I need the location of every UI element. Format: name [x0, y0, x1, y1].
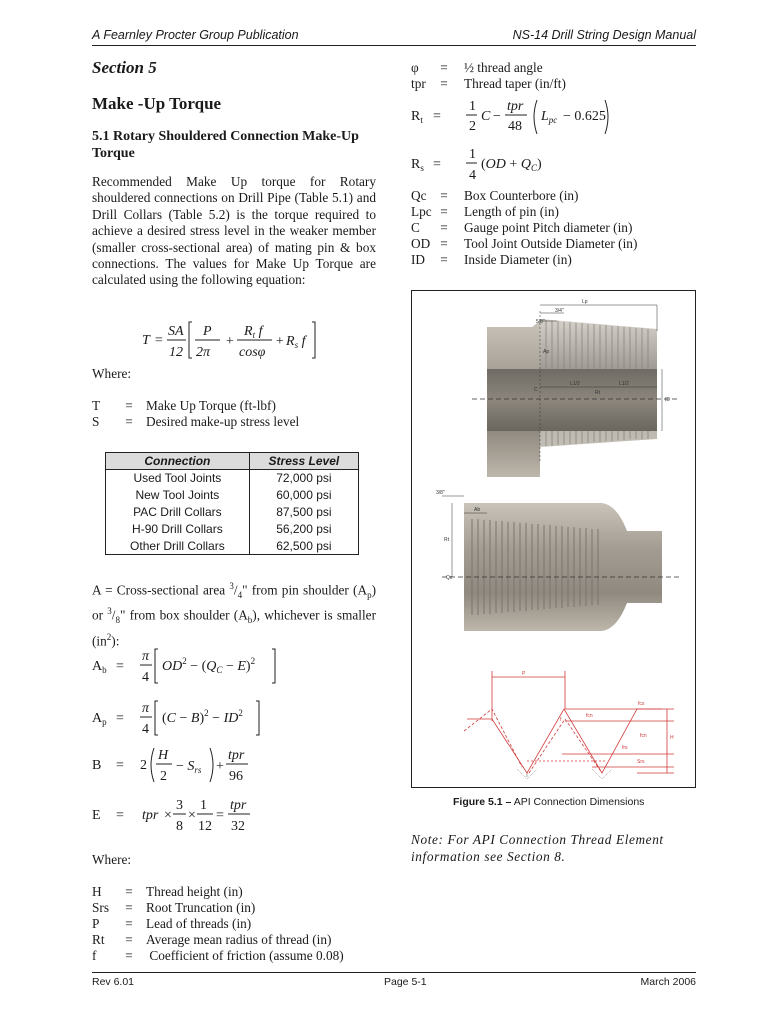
def-symbol: ID	[411, 252, 426, 267]
header-manual-title: NS-14 Drill String Design Manual	[512, 28, 696, 42]
figure-caption-text: API Connection Dimensions	[511, 796, 645, 808]
svg-text:=: =	[116, 659, 124, 674]
def-equals: =	[125, 398, 133, 413]
svg-text:− 0.625: − 0.625	[563, 109, 606, 124]
note-section-8: Note: For API Connection Thread Element information see Section 8.	[411, 832, 664, 864]
table-cell: 72,000 psi	[249, 470, 358, 487]
table-cell: 60,000 psi	[249, 487, 358, 504]
def-row-tpr	[411, 76, 566, 92]
def-text: Root Truncation (in)	[146, 900, 256, 915]
def-equals: =	[125, 932, 133, 947]
fig-label-qc: Qc	[446, 575, 453, 581]
column-header-stress-level: Stress Level	[249, 453, 358, 470]
def-row-phi	[411, 60, 543, 76]
def-symbol: f	[92, 948, 97, 963]
def-row-f	[92, 948, 344, 964]
def-symbol: OD	[411, 236, 431, 251]
def-equals: =	[440, 236, 448, 251]
figure-drawing	[412, 291, 695, 787]
def-text: Desired make-up stress level	[146, 414, 300, 429]
torque-equation	[140, 318, 320, 362]
fig-label-rt2: Rt	[444, 537, 449, 543]
svg-text:cosφ: cosφ	[239, 345, 266, 360]
fig-label-c: C	[534, 387, 538, 393]
def-text: Length of pin (in)	[464, 204, 559, 219]
svg-text:tpr: tpr	[142, 808, 159, 823]
svg-text:(OD + QC): $(OD + Q_C)$	[481, 157, 542, 173]
def-text: Lead of threads (in)	[146, 916, 252, 931]
svg-text:E: E	[92, 808, 101, 823]
fig-label-srs: Srs	[637, 759, 645, 765]
def-equals: =	[125, 900, 133, 915]
svg-text:Ab: $A_b$	[92, 659, 107, 675]
def-symbol: T	[92, 398, 101, 413]
figure-caption	[453, 796, 644, 808]
footer-date: March 2006	[640, 976, 696, 988]
table-row	[106, 470, 359, 487]
area-text-c: ) or	[92, 582, 376, 623]
table-cell: New Tool Joints	[106, 487, 250, 504]
area-text-f: ):	[111, 633, 120, 649]
fig-label-id: ID	[665, 397, 670, 403]
b-equation	[92, 744, 292, 786]
footer-revision: Rev 6.01	[92, 976, 135, 988]
table-cell: 62,500 psi	[249, 538, 358, 555]
box-connection-drawing	[442, 496, 682, 631]
figure-caption-number: Figure 5.1 –	[453, 796, 512, 808]
svg-text:96: 96	[229, 769, 243, 784]
svg-text:12: 12	[198, 819, 212, 834]
def-text: Inside Diameter (in)	[464, 252, 572, 267]
e-equation	[92, 794, 292, 836]
table-row	[106, 504, 359, 521]
def-symbol: S	[92, 414, 100, 429]
def-text: Tool Joint Outside Diameter (in)	[464, 236, 638, 251]
svg-text:4: 4	[469, 168, 476, 183]
table-cell: Used Tool Joints	[106, 470, 250, 487]
figure-api-connection	[411, 290, 696, 788]
def-equals: =	[125, 884, 133, 899]
area-paragraph: A = Cross-sectional area $^3/_4$" from pin shoulder $(A_p)$ or $^3/_8$" from box shoulder $(A_b)$, whichever is smaller $(in^2)$:	[92, 581, 376, 649]
footer-page-number: Page 5-1	[384, 976, 427, 988]
def-text: Coefficient of friction (assume 0.08)	[146, 948, 344, 963]
area-text-b: from pin shoulder (A	[247, 582, 368, 598]
table-cell: H-90 Drill Collars	[106, 521, 250, 538]
svg-text:π: π	[142, 649, 150, 664]
table-row	[106, 538, 359, 555]
def-text: ½ thread angle	[464, 60, 543, 75]
svg-text:B: B	[92, 758, 102, 773]
svg-text:tpr: tpr	[228, 748, 245, 763]
table-cell: 56,200 psi	[249, 521, 358, 538]
subsection-title: 5.1 Rotary Shouldered Connection Make-Up Torque	[92, 129, 359, 161]
svg-text:+: +	[216, 759, 224, 774]
fig-label-frs: frs	[622, 745, 628, 751]
fig-label-dim58: 5/8"	[536, 319, 545, 325]
fig-label-lt2b: L1/2	[619, 381, 629, 387]
def-symbol: H	[92, 884, 102, 899]
table-cell: PAC Drill Collars	[106, 504, 250, 521]
def-symbol: Srs	[92, 900, 109, 915]
svg-text:2: 2	[140, 758, 147, 773]
def-symbol: φ	[411, 60, 419, 75]
def-equals: =	[440, 220, 448, 235]
def-row-p	[92, 916, 251, 932]
def-symbol: Qc	[411, 188, 427, 203]
svg-text:SA: SA	[168, 324, 184, 339]
torque-equation-graphic	[140, 318, 320, 362]
table-row	[106, 521, 359, 538]
svg-text:1: 1	[469, 99, 476, 114]
svg-text:−: −	[493, 109, 501, 124]
def-symbol: Rt	[92, 932, 105, 947]
where-label-2: Where:	[92, 852, 132, 867]
svg-text:48: 48	[508, 119, 522, 134]
fig-label-ab: Ab	[474, 507, 481, 513]
def-text: Thread taper (in/ft)	[464, 76, 566, 91]
svg-text:=: =	[116, 808, 124, 823]
svg-text:T: T	[142, 333, 150, 348]
table-header-row	[106, 453, 359, 470]
left-column	[92, 58, 376, 289]
svg-text:32: 32	[231, 819, 245, 834]
svg-text:tpr: tpr	[507, 99, 524, 114]
def-symbol: Lpc	[411, 204, 432, 219]
ap-equation	[92, 698, 292, 738]
svg-text:OD2 − (QC − E)2: $OD^2 - (Q_C - E)^2$	[162, 656, 256, 675]
svg-text:Rt: $R_t$	[411, 109, 423, 125]
fig-label-lt2a: L1/2	[570, 381, 580, 387]
def-row-c	[411, 220, 632, 236]
area-text-a: A = Cross-sectional area	[92, 582, 230, 598]
def-row-srs	[92, 900, 255, 916]
svg-text:C: C	[481, 109, 491, 124]
def-symbol: C	[411, 220, 420, 235]
svg-text:3: 3	[176, 798, 183, 813]
svg-text:1: 1	[469, 147, 476, 162]
svg-text:2: 2	[160, 769, 167, 784]
svg-text:1: 1	[200, 798, 207, 813]
svg-text:Lpc: $L_{pc}$	[541, 109, 558, 125]
fig-label-fcn: fcn	[586, 713, 593, 719]
svg-text:=: =	[116, 711, 124, 726]
svg-text:2: 2	[469, 119, 476, 134]
svg-text:tpr: tpr	[230, 798, 247, 813]
def-text: Thread height (in)	[146, 884, 243, 899]
def-equals: =	[440, 76, 448, 91]
svg-text:×: ×	[188, 808, 196, 823]
fig-label-h: H	[670, 735, 674, 741]
thread-form-diagram	[464, 671, 674, 773]
fig-label-fcn2: fcn	[640, 733, 647, 739]
def-equals: =	[125, 414, 133, 429]
table-cell: Other Drill Collars	[106, 538, 250, 555]
header-publisher: A Fearnley Procter Group Publication	[92, 28, 299, 42]
svg-text:+: +	[275, 334, 285, 349]
def-text: Average mean radius of thread (in)	[146, 932, 332, 947]
svg-text:− Srs: − $S_{rs}$	[176, 759, 202, 775]
def-row-h	[92, 884, 243, 900]
def-symbol: tpr	[411, 76, 426, 91]
svg-text:4: 4	[142, 670, 149, 685]
svg-text:P: P	[203, 324, 212, 339]
def-row-od	[411, 236, 637, 252]
fig-label-ap: Ap	[543, 349, 550, 355]
svg-text:=: =	[433, 157, 441, 172]
section-title: Make -Up Torque	[92, 94, 222, 113]
fig-label-fcs: fcs	[638, 701, 645, 707]
column-header-connection: Connection	[106, 453, 250, 470]
svg-text:Rs f: $R_s$ f	[286, 334, 306, 350]
svg-text:(C − B)2 − ID2: $(C - B)^2 - ID^2$	[162, 708, 243, 726]
pin-connection-drawing	[472, 305, 677, 477]
def-row-s	[92, 414, 299, 430]
rt-equation	[411, 96, 631, 138]
def-equals: =	[125, 916, 133, 931]
where-label-1: Where:	[92, 366, 132, 381]
fig-label-f: f	[560, 717, 562, 723]
def-equals: =	[440, 204, 448, 219]
table-cell: 87,500 psi	[249, 504, 358, 521]
intro-paragraph: Recommended Make Up torque for Rotary shouldered connections on Drill Pipe (Table 5.1) and Drill Collars (Table 5.2) is the torque required to achieve a desired stress level in the weaker member (smaller cross-sectional area) of mating pin & box connections. The values for Make Up Torque are calculated using the following equation:	[92, 174, 376, 288]
def-row-id	[411, 252, 572, 268]
svg-text:12: 12	[169, 345, 183, 360]
def-row-t	[92, 398, 276, 414]
section-number: Section 5	[92, 58, 157, 77]
table-row	[106, 487, 359, 504]
fig-label-rt: Rt	[595, 390, 600, 396]
ab-equation	[92, 646, 292, 686]
fig-label-p: P	[522, 671, 526, 677]
fig-label-dim38: 3/8"	[436, 490, 445, 496]
stress-level-table	[105, 452, 359, 555]
fig-label-dim34: 3/4"	[555, 308, 564, 314]
def-row-qc	[411, 188, 578, 204]
svg-text:=: =	[216, 808, 224, 823]
def-row-lpc	[411, 204, 559, 220]
def-text: Make Up Torque (ft-lbf)	[146, 398, 276, 413]
def-equals: =	[440, 188, 448, 203]
svg-text:=: =	[433, 109, 441, 124]
svg-text:8: 8	[176, 819, 183, 834]
svg-text:4: 4	[142, 722, 149, 737]
area-text-e: ), whichever is smaller (in	[92, 607, 376, 649]
area-text-d: from box shoulder (A	[125, 607, 248, 623]
svg-text:Rs: $R_s$	[411, 157, 424, 173]
svg-text:Ap: $A_p$	[92, 711, 107, 727]
def-text: Box Counterbore (in)	[464, 188, 579, 203]
def-row-rt	[92, 932, 331, 948]
svg-text:×: ×	[164, 808, 172, 823]
def-symbol: P	[92, 916, 100, 931]
svg-text:2π: 2π	[196, 345, 211, 360]
def-equals: =	[440, 60, 448, 75]
rs-equation	[411, 146, 631, 188]
header-rule	[92, 45, 696, 46]
fig-label-lp: Lp	[582, 299, 588, 305]
footer-rule	[92, 972, 696, 973]
svg-text:H: H	[158, 748, 169, 763]
def-equals: =	[125, 948, 133, 963]
def-equals: =	[440, 252, 448, 267]
svg-text:=: =	[154, 333, 164, 348]
svg-text:Rt f: $R_t$ f	[244, 324, 263, 340]
svg-text:=: =	[116, 758, 124, 773]
svg-text:π: π	[142, 701, 150, 716]
def-text: Gauge point Pitch diameter (in)	[464, 220, 633, 235]
svg-text:+: +	[225, 334, 235, 349]
